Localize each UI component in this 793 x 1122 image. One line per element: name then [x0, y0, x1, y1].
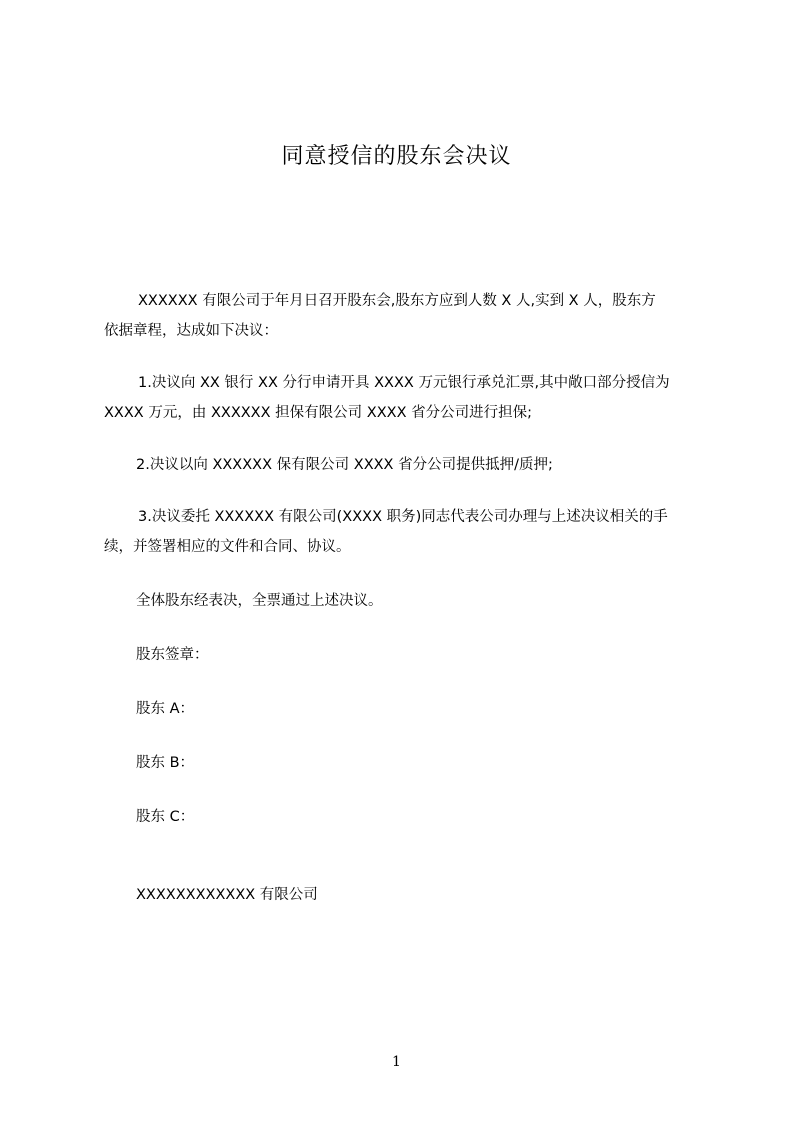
- resolution-3-line-2: 续，并签署相应的文件和合同、协议。: [104, 539, 351, 555]
- resolution-1: [104, 368, 704, 428]
- intro-paragraph: [104, 286, 704, 346]
- company-name: XXXXXXXXXXXX 有限公司: [136, 887, 318, 903]
- intro-line-1: XXXXXX 有限公司于年月日召开股东会,股东方应到人数 X 人,实到 X 人，股东方: [138, 293, 656, 309]
- shareholder-c-line: 股东 C：: [136, 809, 195, 825]
- resolution-2: 2.决议以向 XXXXXX 保有限公司 XXXX 省分公司提供抵押/质押;: [136, 457, 553, 473]
- shareholder-a-line: 股东 A：: [136, 701, 195, 717]
- resolution-3-line-1: 3.决议委托 XXXXXX 有限公司(XXXX 职务)同志代表公司办理与上述决议相关的手: [138, 509, 668, 525]
- page-number: 1: [392, 1054, 401, 1070]
- resolution-1-line-2: XXXX 万元，由 XXXXXX 担保有限公司 XXXX 省分公司进行担保;: [104, 405, 532, 421]
- signature-heading: 股东签章：: [136, 647, 209, 663]
- document-body: [104, 286, 704, 910]
- resolution-1-line-1: 1.决议向 XX 银行 XX 分行申请开具 XXXX 万元银行承兑汇票,其中敞口部分授信为: [138, 375, 670, 391]
- document-title: 同意授信的股东会决议: [281, 144, 512, 169]
- vote-result: 全体股东经表决，全票通过上述决议。: [136, 593, 383, 609]
- intro-line-2: 依据章程，达成如下决议：: [104, 323, 278, 339]
- shareholder-b-line: 股东 B：: [136, 755, 195, 771]
- resolution-3: [104, 502, 704, 562]
